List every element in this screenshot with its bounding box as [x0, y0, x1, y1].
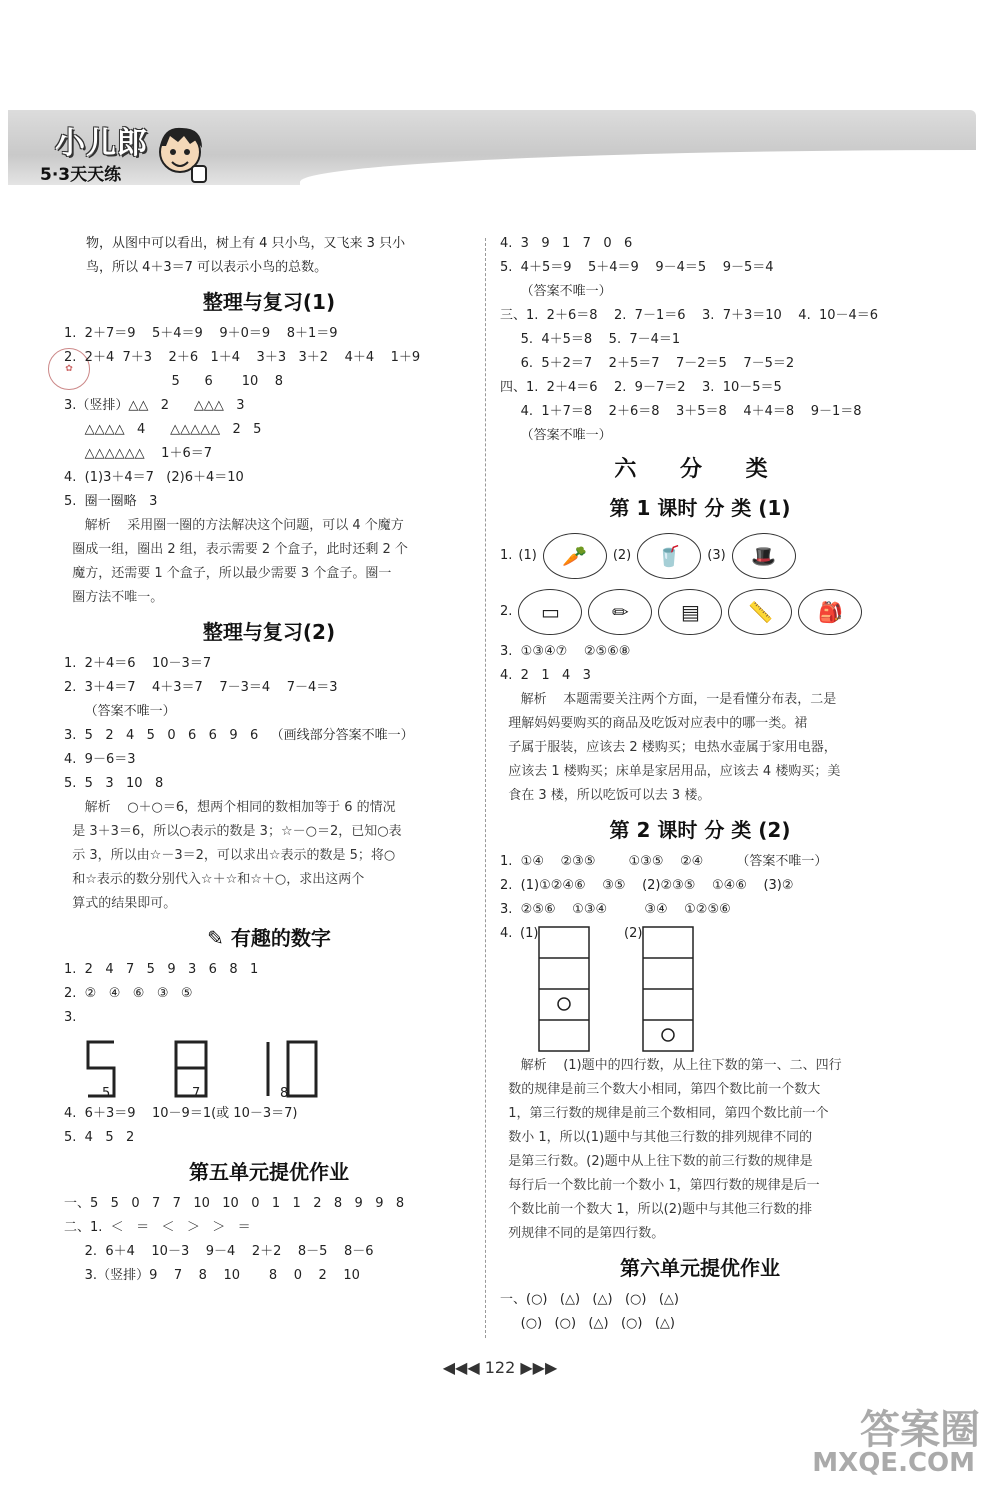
explanation-line: 数小 1，所以(1)题中与其他三行数的排列规律不同的: [500, 1130, 813, 1145]
answer-line: 5. 4＋5＝8 5. 7－4＝1: [500, 332, 681, 347]
explanation-line: 解析 (1)题中的四行数，从上往下数的第一、二、四行: [500, 1058, 842, 1073]
section-title: 第六单元提优作业: [620, 1256, 780, 1280]
option-label: (2): [624, 926, 643, 941]
answer-line: △△△△△△ 1＋6＝7: [64, 446, 212, 461]
answer-line: 一、5 5 0 7 7 10 10 0 1 1 2 8 9 9 8: [64, 1196, 405, 1211]
answer-line: 6. 5＋2＝7 2＋5＝7 7－2＝5 7－5＝2: [500, 356, 795, 371]
pencil-icon: ✏: [588, 589, 652, 635]
question-label: 1.: [500, 548, 513, 563]
question-label: 2.: [500, 604, 513, 619]
column-divider: [485, 238, 486, 1338]
explanation-line: 是 3＋3＝6，所以○表示的数是 3；☆－○＝2，已知○表: [64, 824, 402, 839]
option-label: (1): [520, 926, 539, 941]
matchstick-digits-figure: [84, 1038, 334, 1102]
section-title: 整理与复习(1): [202, 290, 336, 314]
explanation-line: 食在 3 楼，所以吃饭可以去 3 楼。: [500, 788, 711, 803]
option-label: (1): [518, 548, 537, 563]
right-column: [500, 232, 900, 1336]
explanation-line: 解析 本题需要关注两个方面，一是看懂分布表，二是: [500, 692, 837, 707]
watermark-url: MXQE.COM: [812, 1448, 975, 1478]
answer-line: (○) (○) (△) (○) (△): [500, 1316, 675, 1331]
intro-line: 鸟，所以 4＋3＝7 可以表示小鸟的总数。: [86, 260, 328, 275]
option-label: (3): [707, 548, 726, 563]
explanation-line: 解析 ○＋○＝6，想两个相同的数相加等于 6 的情况: [64, 800, 396, 815]
answer-line: 2. 2＋4 7＋3 2＋6 1＋4 3＋3 3＋2 4＋4 1＋9: [64, 350, 421, 365]
section-title-interesting-numbers: [64, 922, 474, 954]
eraser-icon: ▭: [518, 589, 582, 635]
explanation-line: 魔方，还需要 1 个盒子，所以最少需要 3 个盒子。圈一: [64, 566, 392, 581]
answer-line: 3.（竖排）9 7 8 10 8 0 2 10: [64, 1268, 360, 1283]
watermark-logo: 答案圈: [860, 1407, 980, 1453]
cup-icon: 🥤: [637, 533, 701, 579]
answer-line: 2. ② ④ ⑥ ③ ⑤: [64, 986, 193, 1001]
section-title-text: 有趣的数字: [230, 926, 331, 950]
mascot-face-icon: [152, 122, 208, 184]
question-label: 4.: [500, 926, 513, 941]
answer-line: （答案不唯一）: [500, 284, 612, 299]
grid-figure-1: [538, 926, 590, 1052]
answer-line: 3. ①③④⑦ ②⑤⑥⑧: [500, 644, 631, 659]
explanation-line: 理解妈妈要购买的商品及吃饭对应表中的哪一类。裙: [500, 716, 808, 731]
answer-line: 5. 圈一圈略 3: [64, 494, 158, 509]
answer-line: 3. 5 2 4 5 0 6 6 9 6 （画线部分答案不唯一）: [64, 728, 414, 743]
logo-subtitle: 5·3天天练: [40, 165, 122, 185]
answer-line: 5 6 10 8: [64, 374, 284, 389]
answer-line: 4. 1＋7＝8 2＋6＝8 3＋5＝8 4＋4＝8 9－1＝8: [500, 404, 862, 419]
answer-line: 3. ②⑤⑥ ①③④ ③④ ①②⑤⑥: [500, 902, 731, 917]
answer-line: （答案不唯一）: [500, 428, 612, 443]
explanation-line: 解析 采用圈一圈的方法解决这个问题，可以 4 个魔方: [64, 518, 404, 533]
pencil-case-icon: ▤: [658, 589, 722, 635]
explanation-line: 应该去 1 楼购买；床单是家居用品，应该去 4 楼购买；美: [500, 764, 841, 779]
hat-icon: 🎩: [732, 533, 796, 579]
answer-line: 4. 2 1 4 3: [500, 668, 591, 683]
grid-figure-2: [642, 926, 694, 1052]
explanation-line: 圈成一组，圈出 2 组，表示需要 2 个盒子，此时还剩 2 个: [64, 542, 408, 557]
explanation-line: 是第三行数。(2)题中从上往下数的前三行数的规律是: [500, 1154, 813, 1169]
ruler-icon: 📏: [728, 589, 792, 635]
explanation-line: 圈方法不唯一。: [64, 590, 164, 605]
answer-line: 3.（竖排）△△ 2 △△△ 3: [64, 398, 245, 413]
explanation-line: 子属于服装，应该去 2 楼购买；电热水壶属于家用电器，: [500, 740, 837, 755]
answer-line: 1. 2 4 7 5 9 3 6 8 1: [64, 962, 259, 977]
answer-line: 1. 2＋7＝9 5＋4＝9 9＋0＝9 8＋1＝9: [64, 326, 338, 341]
explanation-line: 和☆表示的数分别代入☆＋☆和☆＋○，求出这两个: [64, 872, 365, 887]
explanation-line: 每行后一个数比前一个数小 1，第四行数的规律是后一: [500, 1178, 820, 1193]
grid-figures: [500, 922, 900, 1054]
lesson-title: 第 2 课时 分 类 (2): [609, 818, 791, 842]
explanation-line: 算式的结果即可。: [64, 896, 177, 911]
intro-line: 物，从图中可以看出，树上有 4 只小鸟，又飞来 3 只小: [86, 236, 406, 251]
logo-title: 小儿郎: [55, 126, 148, 161]
digit-caption: 5: [102, 1086, 111, 1101]
classify-row-2: [500, 584, 900, 640]
stamp-mark: ✿: [48, 348, 90, 390]
answer-line: 四、1. 2＋4＝6 2. 9－7＝2 3. 10－5＝5: [500, 380, 782, 395]
answer-line: 二、1. ＜ ＝ ＜ ＞ ＞ ＝: [64, 1220, 251, 1235]
unit-title: 六 分 类: [614, 457, 786, 482]
answer-line: 一、(○) (△) (△) (○) (△): [500, 1292, 679, 1307]
answer-line: 4. 9－6＝3: [64, 752, 136, 767]
answer-line: 2. 6＋4 10－3 9－4 2＋2 8－5 8－6: [64, 1244, 374, 1259]
answer-line: 5. 4 5 2: [64, 1130, 135, 1145]
explanation-line: 1，第三行数的规律是前三个数相同，第四个数比前一个: [500, 1106, 829, 1121]
option-label: (2): [612, 548, 632, 563]
answer-line: 2. 3＋4＝7 4＋3＝7 7－3＝4 7－4＝3: [64, 680, 338, 695]
answer-line: 4. 3 9 1 7 0 6: [500, 236, 633, 251]
left-column: [64, 232, 474, 1288]
explanation-line: 示 3，所以由☆－3＝2，可以求出☆表示的数是 5；将○: [64, 848, 396, 863]
answer-line: 4. 6＋3＝9 10－9＝1(或 10－3＝7): [64, 1106, 298, 1121]
section-title: 第五单元提优作业: [189, 1160, 349, 1184]
digit-caption: 7: [192, 1086, 201, 1101]
answer-line: 5. 5 3 10 8: [64, 776, 164, 791]
answer-line: 1. 2＋4＝6 10－3＝7: [64, 656, 212, 671]
page-number: ◀◀◀ 122 ▶▶▶: [442, 1358, 558, 1377]
explanation-line: 数的规律是前三个数大小相同，第四个数比前一个数大: [500, 1082, 821, 1097]
carrot-icon: 🥕: [543, 533, 607, 579]
question-label: 3.: [64, 1010, 77, 1025]
answer-line: △△△△ 4 △△△△△ 2 5: [64, 422, 262, 437]
answer-line: 1. ①④ ②③⑤ ①③⑤ ②④ （答案不唯一）: [500, 854, 828, 869]
explanation-line: 列规律不同的是第四行数。: [500, 1226, 665, 1241]
section-title: 整理与复习(2): [202, 620, 336, 644]
explanation-line: 个数比前一个数大 1，所以(2)题中与其他三行数的排: [500, 1202, 813, 1217]
answer-line: 5. 4＋5＝9 5＋4＝9 9－4＝5 9－5＝4: [500, 260, 774, 275]
answer-line: 三、1. 2＋6＝8 2. 7－1＝6 3. 7＋3＝10 4. 10－4＝6: [500, 308, 879, 323]
backpack-icon: 🎒: [798, 589, 862, 635]
answer-line: 2. (1)①②④⑥ ③⑤ (2)②③⑤ ①④⑥ (3)②: [500, 878, 794, 893]
lesson-title: 第 1 课时 分 类 (1): [609, 496, 791, 520]
digit-caption: 8: [280, 1086, 289, 1101]
answer-line: （答案不唯一）: [64, 704, 176, 719]
answer-line: 4. (1)3＋4＝7 (2)6＋4＝10: [64, 470, 244, 485]
classify-row-1: [500, 528, 900, 584]
pencil-cup-icon: ✎: [207, 926, 231, 950]
